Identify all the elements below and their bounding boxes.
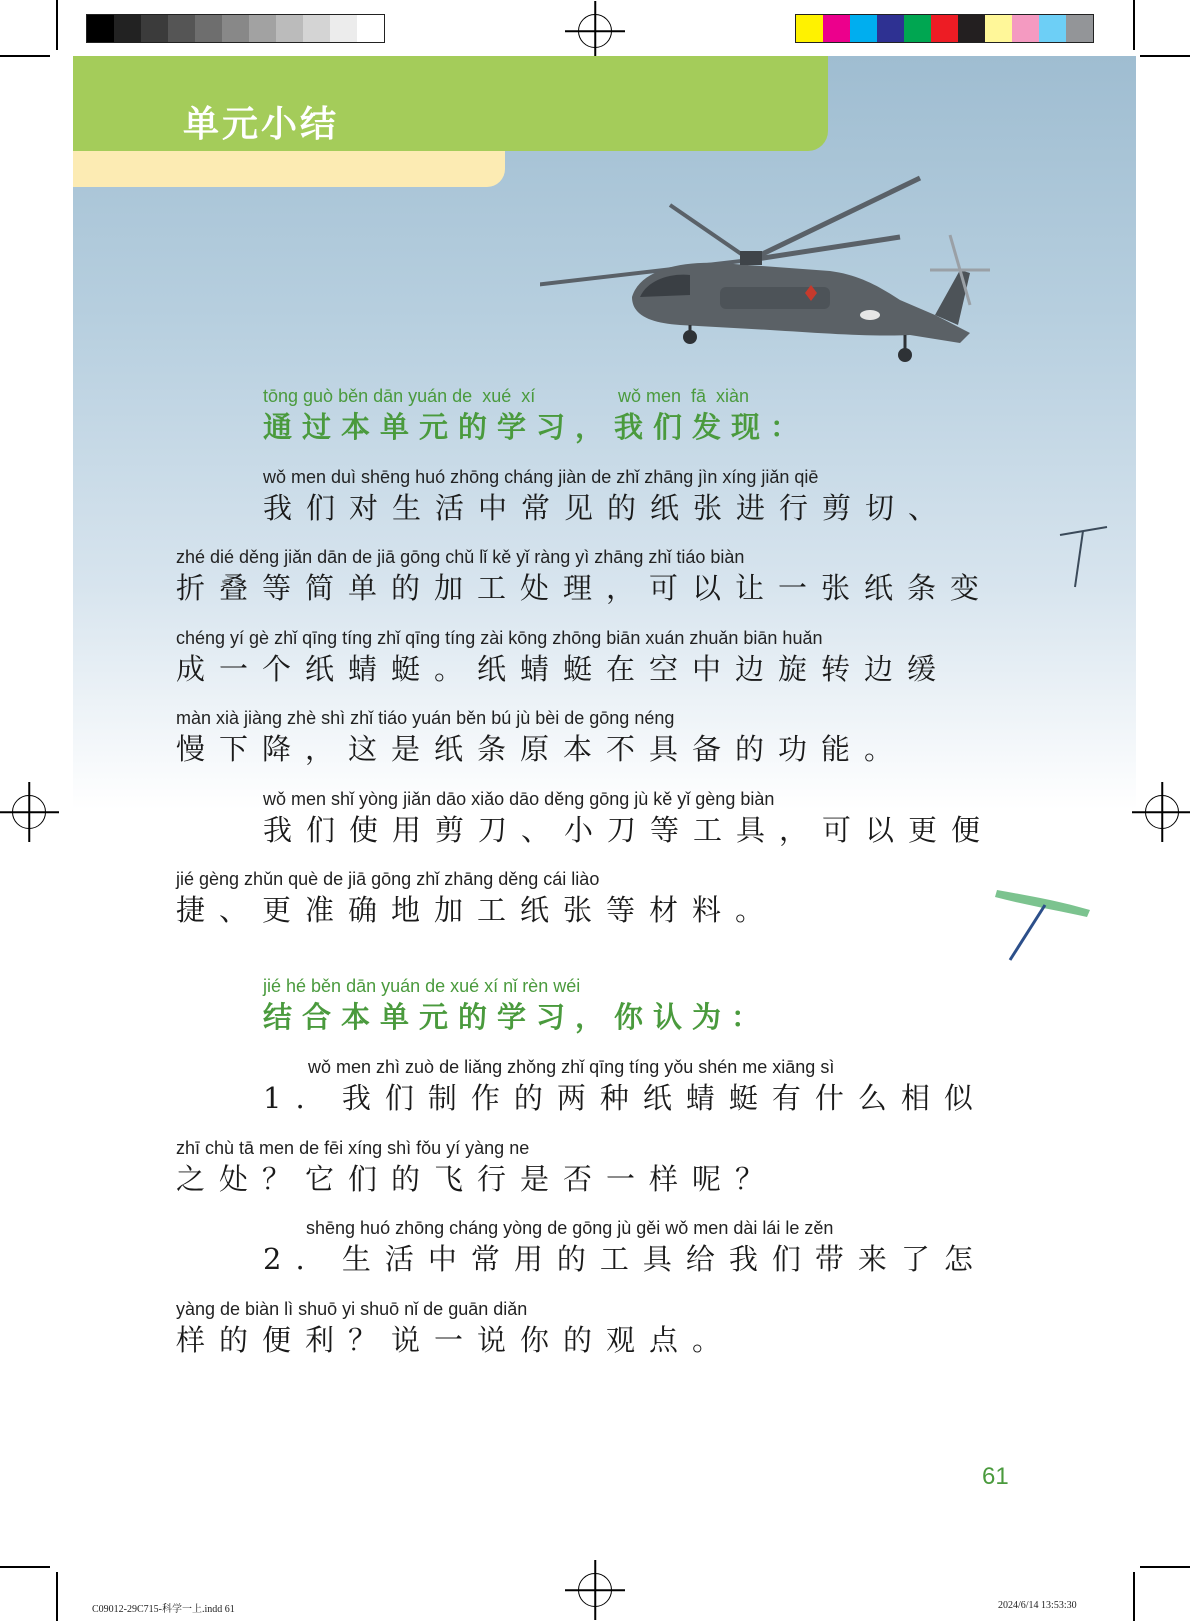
para1-line2 (176, 570, 993, 606)
para1-line4-pinyin (176, 707, 674, 729)
heading-text: 结合本单元的学习，你认为： (263, 1000, 771, 1034)
pinyin: zhī chù tā men de fēi xíng shì fǒu yí yàng ne (176, 1138, 530, 1158)
text: 之处？它们的飞行是否一样呢？ (176, 1162, 779, 1196)
para2-line2 (176, 892, 778, 928)
text: 成一个纸蜻蜓。纸蜻蜓在空中边旋转边缓 (176, 652, 951, 686)
para1-line4 (176, 731, 907, 767)
crop-mark (1133, 1572, 1135, 1621)
para2-line1-pinyin (263, 788, 774, 810)
heading-think-pinyin (263, 975, 580, 997)
para1-line1-pinyin (263, 466, 818, 488)
para1-line2-pinyin (176, 546, 744, 568)
pinyin: wǒ men duì shēng huó zhōng cháng jiàn de zhǐ zhāng jìn xíng jiǎn qiē (263, 467, 819, 487)
crop-mark (1133, 0, 1135, 50)
text: 慢下降，这是纸条原本不具备的功能。 (176, 732, 908, 766)
crop-mark (1140, 1566, 1190, 1568)
text: 我们对生活中常见的纸张进行剪切、 (263, 491, 952, 525)
heading-think (263, 999, 770, 1035)
text: 1. 我们制作的两种纸蜻蜓有什么相似 (263, 1081, 987, 1115)
title-banner-accent (73, 151, 505, 187)
q1-line2-pinyin (176, 1137, 529, 1159)
crop-mark (1140, 55, 1190, 57)
registration-mark-right (1145, 795, 1179, 829)
text: 捷、更准确地加工纸张等材料。 (176, 893, 779, 927)
pinyin: wǒ men fā xiàn (618, 386, 750, 406)
para2-line2-pinyin (176, 868, 599, 890)
pinyin: yàng de biàn lì shuō yi shuō nǐ de guān diǎn (176, 1299, 528, 1319)
q1-line1-pinyin (308, 1056, 834, 1078)
text: 我们使用剪刀、小刀等工具，可以更便 (263, 813, 995, 847)
pinyin: wǒ men zhì zuò de liǎng zhǒng zhǐ qīng tíng yǒu shén me xiāng sì (308, 1057, 835, 1077)
pinyin: màn xià jiàng zhè shì zhǐ tiáo yuán běn bú jù bèi de gōng néng (176, 708, 675, 728)
registration-mark-top (578, 14, 612, 48)
q2-line1 (263, 1241, 987, 1277)
page-number: 61 (982, 1463, 1009, 1490)
q2-line1-pinyin (306, 1217, 833, 1239)
para1-line1 (263, 490, 951, 526)
para1-line3 (176, 651, 950, 687)
pinyin: jié gèng zhǔn què de jiā gōng zhǐ zhāng děng cái liào (176, 869, 600, 889)
heading-discoveries-text (263, 409, 809, 445)
text: 2. 生活中常用的工具给我们带来了怎 (263, 1242, 987, 1276)
text: 折叠等简单的加工处理，可以让一张纸条变 (176, 571, 994, 605)
helicopter-image (540, 175, 1020, 380)
pinyin: shēng huó zhōng cháng yòng de gōng jù gěi wǒ men dài lái le zěn (306, 1218, 834, 1238)
heading-discoveries-pinyin-2 (618, 385, 749, 407)
heading-discoveries (263, 385, 545, 407)
heading-text: 通过本单元的学习，我们发现： (263, 410, 810, 444)
ruby-group (263, 385, 535, 407)
pinyin: jié hé běn dān yuán de xué xí nǐ rèn wéi (263, 976, 581, 996)
color-calibration-bar (795, 14, 1094, 43)
grayscale-calibration-bar (86, 14, 385, 43)
crop-mark (56, 0, 58, 50)
pinyin: wǒ men shǐ yòng jiǎn dāo xiǎo dāo děng gōng jù kě yǐ gèng biàn (263, 789, 775, 809)
q1-line2 (176, 1161, 778, 1197)
crop-mark (0, 55, 50, 57)
para1-line3-pinyin (176, 627, 822, 649)
page-title: 单元小结 (183, 104, 340, 145)
q1-line1 (263, 1080, 987, 1116)
pinyin: tōng guò běn dān yuán de xué xí (263, 386, 536, 406)
pinyin: chéng yí gè zhǐ qīng tíng zhǐ qīng tíng zài kōng zhōng biān xuán zhuǎn biān huǎn (176, 628, 823, 648)
file-slug: C09012-29C715-科学一上.indd 61 (92, 1604, 235, 1615)
pinyin: zhé dié děng jiǎn dān de jiā gōng chǔ lǐ kě yǐ ràng yì zhāng zhǐ tiáo biàn (176, 547, 745, 567)
registration-mark-left (12, 795, 46, 829)
registration-mark-bottom (578, 1573, 612, 1607)
paper-dragonfly-green-image (995, 885, 1095, 965)
paper-dragonfly-image (1055, 525, 1115, 595)
crop-mark (0, 1566, 50, 1568)
para2-line1 (263, 812, 994, 848)
q2-line2-pinyin (176, 1298, 527, 1320)
timestamp-slug: 2024/6/14 13:53:30 (998, 1600, 1077, 1611)
q2-line2 (176, 1322, 735, 1358)
text: 样的便利？说一说你的观点。 (176, 1323, 736, 1357)
crop-mark (56, 1572, 58, 1621)
